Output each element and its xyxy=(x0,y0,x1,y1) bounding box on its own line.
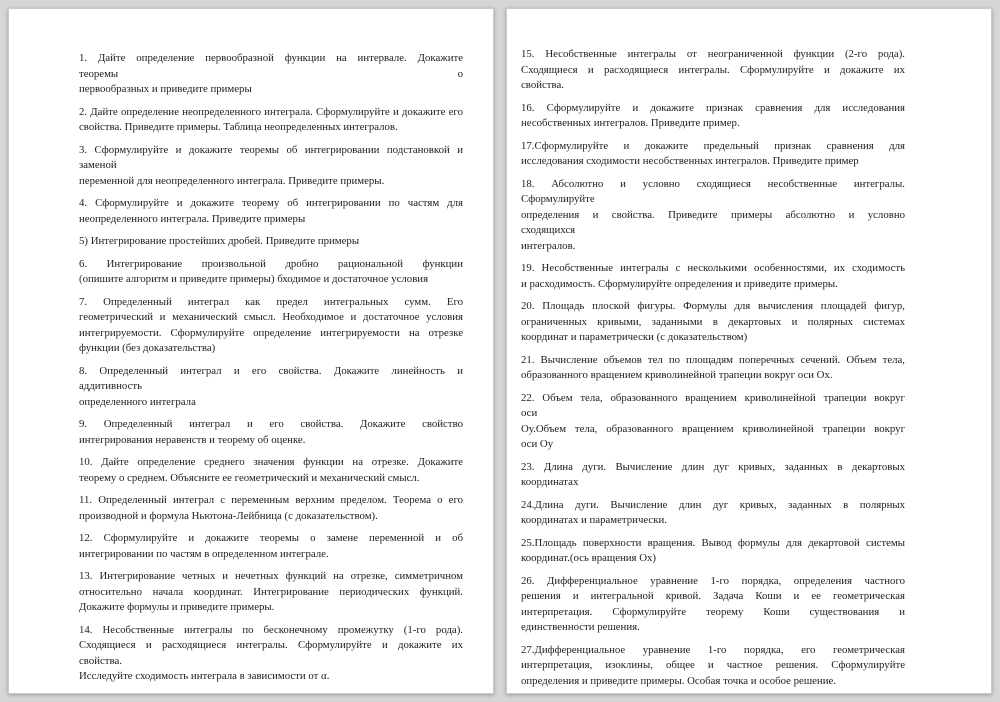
text-line: 23. Длина дуги. Вычисление длин дуг кривых, заданных в декартовых xyxy=(521,460,905,473)
question-item xyxy=(521,353,905,384)
text-line: относительно начала координат. Интегрирование периодических функций. xyxy=(79,585,463,598)
question-item xyxy=(79,417,463,448)
text-line: интегрируемости. Сформулируйте определение интегрируемости на отрезке xyxy=(79,326,463,339)
text-line: 10. Дайте определение среднего значения функции на отрезке. Докажите xyxy=(79,456,463,468)
text-line: Сходящиеся и расходящиеся интегралы. Сформулируйте и докажите их xyxy=(521,63,905,76)
question-item xyxy=(521,177,905,255)
text-line: координатах и параметрически. xyxy=(521,514,667,526)
text-line: свойства. xyxy=(79,654,122,667)
text-line: исследования сходимости несобственных интегралов. Приведите пример xyxy=(521,155,859,167)
text-line: определения и свойства. Приведите примеры абсолютно и условно xyxy=(521,208,905,221)
text-line: интерпретация, изоклины, общее и частное решения. Сформулируйте xyxy=(521,659,905,671)
text-line: 1. Дайте определение первообразной функции на интервале. Докажите xyxy=(79,52,463,64)
text-line: 19. Несобственные интегралы с несколькими особенностями, их сходимость xyxy=(521,262,905,274)
text-line: 6. Интегрирование произвольной дробно рациональной функции xyxy=(79,257,463,270)
text-line: теорему о среднем. Объясните ее геометрический и механический смысл. xyxy=(79,471,420,484)
question-item xyxy=(79,257,463,288)
question-item xyxy=(79,364,463,411)
text-line: несобственных интегралов. Приведите пример. xyxy=(521,117,740,129)
question-item xyxy=(521,498,905,529)
text-line: 9. Определенный интеграл и его свойства. Докажите свойство xyxy=(79,418,463,430)
text-line: интегрировании по частям в определенном интеграле. xyxy=(79,547,329,560)
text-line: Оу.Объем тела, образованного вращением криволинейной трапеции вокруг xyxy=(521,422,905,435)
text-line: 22. Объем тела, образованного вращением криволинейной трапеции вокруг xyxy=(521,391,905,404)
question-item xyxy=(79,51,463,98)
question-item xyxy=(79,234,463,250)
text-line: переменной для неопределенного интеграла. Приведите примеры. xyxy=(79,174,385,187)
question-item xyxy=(521,460,905,491)
text-line: интерпретация. Сформулируйте теорему Коши существования и xyxy=(521,605,905,618)
text-line: 15. Несобственные интегралы от неограниченной функции (2-го рода). xyxy=(521,48,905,60)
text-line: 3. Сформулируйте и докажите теоремы об интегрировании подстановкой и заменой xyxy=(79,143,463,171)
text-line: определения и приведите примеры. Особая точка и особое решение. xyxy=(521,674,836,687)
text-line: 4. Сформулируйте и докажите теорему об интегрировании по частям для xyxy=(79,197,463,209)
text-line: неопределенного интеграла. Приведите примеры xyxy=(79,212,306,225)
text-line: Сформулируйте xyxy=(521,193,595,205)
question-item xyxy=(521,536,905,567)
text-line: интегрирования неравенств и теорему об оценке. xyxy=(79,433,306,446)
text-line: ограниченных кривыми, заданными в декартовых и полярных системах xyxy=(521,315,905,328)
text-line: функции (без доказательства) xyxy=(79,342,216,354)
question-item xyxy=(79,623,463,685)
text-line: первообразных и приведите примеры xyxy=(79,83,252,95)
text-line: Сходящиеся и расходящиеся интегралы. Сформулируйте и докажите их xyxy=(79,639,463,651)
document-page-1 xyxy=(8,8,494,694)
text-line: координатах xyxy=(521,476,579,488)
text-line: решения и интегральной кривой. Задача Коши и ее геометрическая xyxy=(521,590,905,602)
text-line: единственности решения. xyxy=(521,621,640,633)
text-line: 26. Дифференциальное уравнение 1-го порядка, определения частного xyxy=(521,574,905,587)
text-line: координат и параметрически (с доказательством) xyxy=(521,331,748,343)
text-line: теоремы о xyxy=(79,67,463,80)
text-line: 25.Площадь поверхности вращения. Вывод формулы для декартовой системы xyxy=(521,536,905,549)
question-item xyxy=(521,47,905,94)
question-item xyxy=(521,643,905,690)
question-item xyxy=(79,531,463,562)
question-item xyxy=(79,143,463,190)
question-item xyxy=(79,493,463,524)
text-line: геометрический и механический смысл. Необходимое и достаточное условия xyxy=(79,311,463,323)
text-line: сходящихся xyxy=(521,224,576,236)
question-item xyxy=(521,101,905,132)
text-line: оси Оу xyxy=(521,438,554,450)
text-line: 21. Вычисление объемов тел по площадям поперечных сечений. Объем тела, xyxy=(521,353,905,366)
text-line: координат.(ось вращения Ох) xyxy=(521,552,657,564)
question-item xyxy=(521,139,905,170)
text-line: 24.Длина дуги. Вычисление длин дуг кривых, заданных в полярных xyxy=(521,498,905,511)
question-item xyxy=(521,261,905,292)
text-line: 7. Определенный интеграл как предел интегральных сумм. Его xyxy=(79,295,463,308)
text-line: производной и формула Ньютона-Лейбница (с доказательством). xyxy=(79,509,378,522)
text-line: 14. Несобственные интегралы по бесконечному промежутку (1-го рода). xyxy=(79,623,463,636)
text-line: образованного вращением криволинейной трапеции вокруг оси Ох. xyxy=(521,369,833,381)
text-line: аддитивность xyxy=(79,380,143,392)
text-line: (опишите алгоритм и приведите примеры) бходимое и достаточное условия xyxy=(79,273,429,285)
question-item xyxy=(521,574,905,636)
text-line: 12. Сформулируйте и докажите теоремы о замене переменной и об xyxy=(79,532,463,544)
text-line: 13. Интегрирование четных и нечетных функций на отрезке, симметричном xyxy=(79,570,463,582)
question-item xyxy=(79,569,463,616)
text-line: 18. Абсолютно и условно сходящиеся несобственные интегралы. xyxy=(521,177,905,190)
text-line: 17.Сформулируйте и докажите предельный признак сравнения для xyxy=(521,139,905,152)
text-line: свойства. xyxy=(521,79,564,91)
text-line: определенного интеграла xyxy=(79,395,196,408)
text-line: и расходимость. Сформулируйте определения и приведите примеры. xyxy=(521,277,838,290)
text-line: свойства. Приведите примеры. Таблица неопределенных интегралов. xyxy=(79,121,398,133)
question-item xyxy=(79,105,463,136)
text-line: интегралов. xyxy=(521,239,576,252)
text-line: Докажите формулы и приведите примеры. xyxy=(79,601,275,613)
text-line: Исследуйте сходимость интеграла в зависимости от α. xyxy=(79,670,330,682)
question-item xyxy=(79,455,463,486)
question-item xyxy=(521,391,905,453)
text-line: 2. Дайте определение неопределенного интеграла. Сформулируйте и докажите его xyxy=(79,105,463,118)
question-item xyxy=(521,299,905,346)
document-page-2 xyxy=(506,8,992,694)
text-line: 27.Дифференциальное уравнение 1-го порядка, его геометрическая xyxy=(521,643,905,656)
text-line: 20. Площадь плоской фигуры. Формулы для вычисления площадей фигур, xyxy=(521,300,905,312)
text-line: 11. Определенный интеграл с переменным верхним пределом. Теорема о его xyxy=(79,494,463,506)
question-item xyxy=(79,196,463,227)
text-line: 5) Интегрирование простейших дробей. Приведите примеры xyxy=(79,235,360,247)
text-line: 8. Определенный интеграл и его свойства. Докажите линейность и xyxy=(79,364,463,377)
text-line: 16. Сформулируйте и докажите признак сравнения для исследования xyxy=(521,101,905,114)
question-item xyxy=(79,295,463,357)
text-line: оси xyxy=(521,407,538,419)
